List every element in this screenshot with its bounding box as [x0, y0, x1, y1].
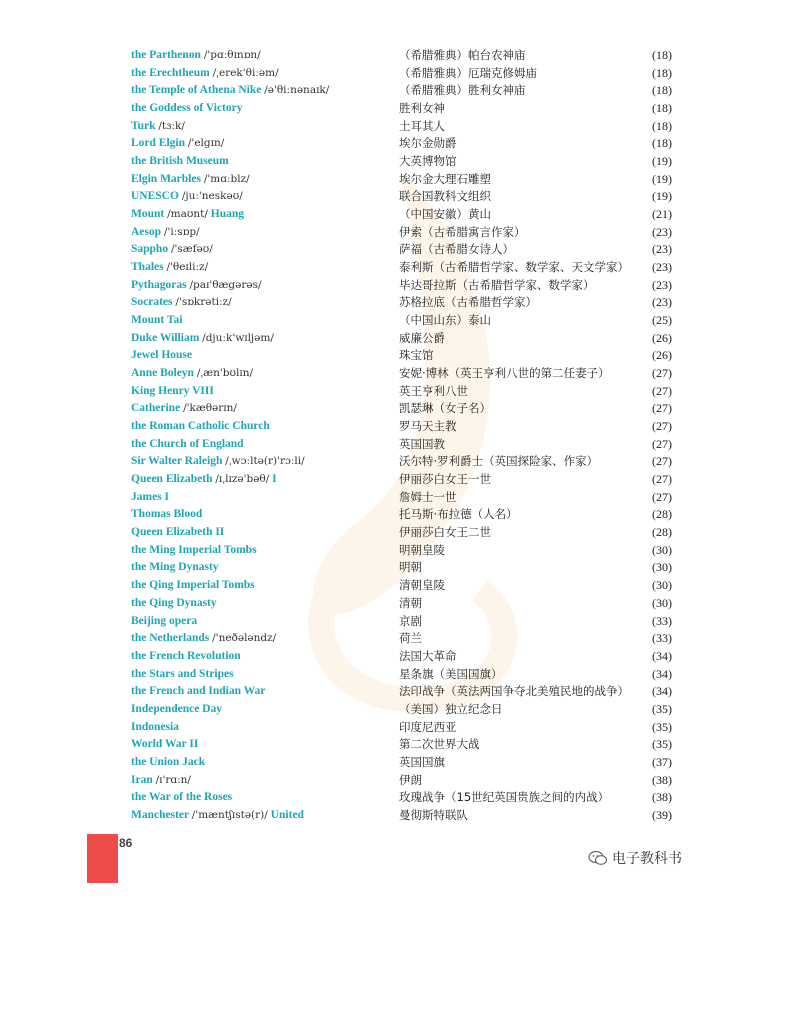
term-text: the Ming Imperial Tombs	[131, 543, 257, 556]
term-phonetic: /'θeɪliːz/	[166, 261, 209, 274]
glossary-term	[131, 683, 265, 701]
term-text: the Netherlands	[131, 632, 210, 645]
glossary-term	[131, 506, 202, 524]
term-page-ref: (27)	[652, 489, 672, 504]
term-text: Lord Elgin	[131, 137, 186, 150]
glossary-term	[131, 330, 274, 348]
term-text: Catherine	[131, 402, 181, 415]
term-page-ref: (23)	[652, 260, 672, 275]
term-translation: （美国）独立纪念日	[399, 701, 503, 716]
glossary-term	[131, 153, 229, 171]
glossary-term	[131, 577, 255, 595]
wechat-source	[588, 848, 682, 868]
term-page-ref: (19)	[652, 189, 672, 204]
glossary-row	[131, 153, 676, 171]
term-translation: （希腊雅典）帕台农神庙	[399, 48, 526, 62]
glossary-term	[131, 259, 208, 277]
glossary-row	[131, 577, 676, 595]
term-text: Turk	[131, 119, 156, 132]
term-phonetic: /'mɑːblz/	[203, 172, 250, 185]
term-page-ref: (30)	[652, 578, 672, 593]
term-translation: 英国国旗	[399, 754, 445, 769]
term-translation: 曼彻斯特联队	[399, 807, 468, 822]
glossary-term	[131, 224, 200, 242]
wechat-icon	[588, 850, 608, 866]
term-text: the Goddess of Victory	[131, 102, 243, 115]
page-accent-bar	[87, 834, 118, 883]
term-page-ref: (23)	[652, 242, 672, 257]
glossary-term	[131, 294, 232, 312]
term-text: the Parthenon	[131, 49, 201, 61]
glossary-row	[131, 436, 676, 454]
term-page-ref: (28)	[652, 507, 672, 522]
term-text: Thomas Blood	[131, 508, 203, 521]
term-page-ref: (26)	[652, 330, 672, 345]
term-translation: 胜利女神	[399, 101, 445, 116]
term-text: King Henry VIII	[131, 384, 214, 397]
term-translation: 清朝皇陵	[399, 578, 445, 593]
glossary-term	[131, 666, 234, 684]
term-translation: 埃尔金大理石雕塑	[399, 171, 491, 186]
term-page-ref: (33)	[652, 631, 672, 646]
term-text: the French Revolution	[131, 649, 241, 662]
glossary-row	[131, 471, 676, 489]
glossary-row	[131, 719, 676, 737]
glossary-term	[131, 489, 169, 507]
term-phonetic: /paɪ'θægərəs/	[189, 278, 262, 291]
term-text: the French and Indian War	[131, 685, 266, 698]
term-phonetic: /juː'neskəʊ/	[181, 190, 243, 203]
glossary-row	[131, 506, 676, 524]
term-text: Mount Tai	[131, 314, 183, 327]
term-text: Independence Day	[131, 702, 223, 715]
term-page-ref: (28)	[652, 525, 672, 540]
glossary-term	[131, 807, 304, 825]
term-page-ref: (27)	[652, 472, 672, 487]
glossary-row	[131, 701, 676, 719]
term-translation: 清朝	[399, 595, 422, 610]
glossary-row	[131, 400, 676, 418]
glossary-row	[131, 542, 676, 560]
glossary-row	[131, 736, 676, 754]
glossary-term	[131, 100, 242, 118]
term-page-ref: (33)	[652, 613, 672, 628]
term-page-ref: (34)	[652, 666, 672, 681]
glossary-term	[131, 613, 197, 631]
term-page-ref: (30)	[652, 560, 672, 575]
term-text: Manchester	[131, 808, 189, 821]
term-translation: （中国山东）泰山	[399, 313, 491, 328]
term-translation: 苏格拉底（古希腊哲学家）	[399, 295, 537, 310]
page-number: 86	[119, 836, 133, 850]
term-phonetic: /ɪ'rɑːn/	[155, 773, 191, 786]
term-translation: 威廉公爵	[399, 330, 445, 345]
term-phonetic: /ˌwɔːltə(r)'rɔːli/	[225, 455, 305, 468]
glossary-row	[131, 188, 676, 206]
glossary-row	[131, 383, 676, 401]
term-text: Thales	[131, 261, 164, 274]
term-translation: 大英博物馆	[399, 154, 457, 169]
glossary-row	[131, 453, 676, 471]
glossary-term	[131, 277, 262, 295]
term-page-ref: (23)	[652, 277, 672, 292]
term-page-ref: (19)	[652, 154, 672, 169]
term-text: World War II	[131, 738, 199, 751]
term-text: the Qing Dynasty	[131, 596, 217, 609]
glossary-term	[131, 241, 213, 259]
term-text: Iran	[131, 773, 153, 786]
term-page-ref: (37)	[652, 754, 672, 769]
term-text: the War of the Roses	[131, 791, 233, 804]
term-page-ref: (35)	[652, 719, 672, 734]
glossary-term	[131, 630, 276, 648]
term-translation: 沃尔特·罗利爵士（英国探险家、作家）	[399, 454, 599, 469]
term-phonetic: /maʊnt/	[167, 208, 208, 221]
term-translation: 安妮·博林（英王亨利八世的第二任妻子）	[399, 366, 610, 381]
term-text: the Union Jack	[131, 755, 206, 768]
term-text: the Stars and Stripes	[131, 667, 234, 680]
glossary-term	[131, 453, 305, 471]
term-page-ref: (19)	[652, 171, 672, 186]
term-text: the British Museum	[131, 155, 229, 168]
glossary-row	[131, 206, 676, 224]
term-translation: 明朝皇陵	[399, 542, 445, 557]
term-translation: 英国国教	[399, 436, 445, 451]
glossary-row	[131, 277, 676, 295]
glossary-term	[131, 648, 241, 666]
term-translation: 埃尔金勋爵	[399, 136, 457, 151]
term-translation: 土耳其人	[399, 118, 445, 133]
term-page-ref: (34)	[652, 648, 672, 663]
term-text: Indonesia	[131, 720, 179, 733]
term-text: the Roman Catholic Church	[131, 420, 270, 433]
glossary-row	[131, 666, 676, 684]
glossary-row	[131, 241, 676, 259]
term-phonetic: /'elgɪn/	[187, 137, 225, 150]
term-page-ref: (18)	[652, 118, 672, 133]
glossary-term	[131, 719, 179, 737]
term-translation: 明朝	[399, 560, 422, 575]
term-page-ref: (35)	[652, 701, 672, 716]
glossary-term	[131, 312, 182, 330]
term-translation: 印度尼西亚	[399, 719, 457, 734]
term-phonetic: /ə'θiːnənaɪk/	[264, 84, 330, 97]
glossary-row	[131, 135, 676, 153]
term-translation: 罗马天主教	[399, 419, 457, 434]
term-text: Anne Boleyn	[131, 367, 194, 380]
term-tail: United	[270, 808, 304, 821]
term-text: Jewel House	[131, 349, 193, 362]
glossary-term	[131, 736, 198, 754]
term-phonetic: /tɜːk/	[158, 119, 185, 132]
term-phonetic: /'neðələndz/	[212, 632, 277, 645]
term-text: UNESCO	[131, 190, 179, 203]
glossary-term	[131, 701, 222, 719]
term-text: Sir Walter Raleigh	[131, 455, 223, 468]
glossary-term	[131, 559, 219, 577]
term-page-ref: (23)	[652, 224, 672, 239]
glossary-term	[131, 542, 257, 560]
term-page-ref: (38)	[652, 772, 672, 787]
term-translation: （希腊雅典）胜利女神庙	[399, 83, 526, 98]
term-text: Queen Elizabeth II	[131, 526, 225, 539]
term-text: the Church of England	[131, 437, 244, 450]
term-page-ref: (18)	[652, 65, 672, 80]
term-page-ref: (27)	[652, 436, 672, 451]
glossary-row	[131, 772, 676, 790]
glossary-row	[131, 418, 676, 436]
term-text: the Temple of Athena Nike	[131, 84, 262, 97]
glossary-row	[131, 807, 676, 825]
term-text: the Qing Imperial Tombs	[131, 579, 255, 592]
glossary-list	[131, 47, 676, 825]
term-translation: 泰利斯（古希腊哲学家、数学家、天文学家）	[399, 260, 629, 275]
term-translation: 联合国教科文组织	[399, 189, 491, 204]
glossary-row	[131, 630, 676, 648]
glossary-term	[131, 47, 261, 65]
term-phonetic: /ɪˌlɪzə'bəθ/	[215, 473, 270, 486]
glossary-row	[131, 312, 676, 330]
term-text: Pythagoras	[131, 278, 187, 291]
term-phonetic: /'sɒkrətiːz/	[175, 296, 232, 309]
glossary-term	[131, 65, 279, 83]
glossary-term	[131, 524, 224, 542]
glossary-term	[131, 118, 185, 136]
term-page-ref: (25)	[652, 313, 672, 328]
term-translation: 萨福（古希腊女诗人）	[399, 242, 514, 257]
term-page-ref: (39)	[652, 807, 672, 822]
term-page-ref: (38)	[652, 790, 672, 805]
term-translation: （希腊雅典）厄瑞克修姆庙	[399, 65, 537, 80]
glossary-row	[131, 789, 676, 807]
glossary-term	[131, 347, 192, 365]
glossary-row	[131, 259, 676, 277]
glossary-row	[131, 65, 676, 83]
term-translation: 法印战争（英法两国争夺北美殖民地的战争）	[399, 684, 629, 699]
term-tail: Huang	[210, 208, 245, 221]
term-phonetic: /'pɑːθɪnɒn/	[203, 49, 261, 61]
term-translation: 珠宝馆	[399, 348, 434, 363]
glossary-row	[131, 524, 676, 542]
term-text: Beijing opera	[131, 614, 198, 627]
glossary-row	[131, 347, 676, 365]
glossary-term	[131, 418, 270, 436]
glossary-term	[131, 471, 277, 489]
term-translation: 荷兰	[399, 631, 422, 646]
term-phonetic: /'mæntʃɪstə(r)/	[191, 808, 268, 821]
term-translation: 伊索（古希腊寓言作家）	[399, 224, 526, 239]
term-text: Duke William	[131, 331, 200, 344]
glossary-term	[131, 789, 232, 807]
glossary-term	[131, 188, 243, 206]
term-phonetic: /djuːk'wɪljəm/	[202, 331, 274, 344]
glossary-term	[131, 383, 214, 401]
term-translation: 法国大革命	[399, 648, 457, 663]
term-page-ref: (30)	[652, 542, 672, 557]
term-translation: 英王亨利八世	[399, 383, 468, 398]
glossary-row	[131, 648, 676, 666]
term-translation: 凯瑟琳（女子名）	[399, 401, 491, 416]
term-text: Socrates	[131, 296, 173, 309]
glossary-term	[131, 82, 329, 100]
term-page-ref: (21)	[652, 207, 672, 222]
term-page-ref: (26)	[652, 348, 672, 363]
glossary-row	[131, 683, 676, 701]
glossary-row	[131, 613, 676, 631]
term-page-ref: (27)	[652, 454, 672, 469]
glossary-row	[131, 489, 676, 507]
glossary-row	[131, 330, 676, 348]
glossary-row	[131, 294, 676, 312]
term-page-ref: (34)	[652, 684, 672, 699]
term-translation: 詹姆士一世	[399, 489, 457, 504]
term-phonetic: /ˌæn'bʊlɪn/	[196, 367, 254, 380]
term-phonetic: /'sæfəʊ/	[170, 243, 213, 256]
term-page-ref: (27)	[652, 419, 672, 434]
term-text: Aesop	[131, 225, 162, 238]
glossary-row	[131, 118, 676, 136]
term-translation: 托马斯·布拉德（人名）	[399, 507, 518, 522]
term-phonetic: /'iːsɒp/	[163, 225, 200, 238]
glossary-term	[131, 595, 217, 613]
glossary-row	[131, 365, 676, 383]
term-translation: 星条旗（美国国旗）	[399, 666, 503, 681]
term-phonetic: /'kæθərɪn/	[183, 402, 237, 415]
term-page-ref: (18)	[652, 83, 672, 98]
term-translation: 伊丽莎白女王一世	[399, 472, 491, 487]
glossary-term	[131, 206, 244, 224]
glossary-term	[131, 772, 191, 790]
term-page-ref: (18)	[652, 48, 672, 62]
term-page-ref: (27)	[652, 383, 672, 398]
glossary-term	[131, 400, 237, 418]
term-page-ref: (30)	[652, 595, 672, 610]
glossary-row	[131, 82, 676, 100]
glossary-term	[131, 365, 253, 383]
term-text: James I	[131, 490, 170, 503]
term-page-ref: (18)	[652, 136, 672, 151]
term-tail: I	[272, 473, 277, 486]
wechat-source-label: 电子教科书	[612, 851, 682, 867]
glossary-row	[131, 754, 676, 772]
glossary-row	[131, 224, 676, 242]
term-translation: 伊朗	[399, 772, 422, 787]
term-translation: 京剧	[399, 613, 422, 628]
glossary-term	[131, 436, 244, 454]
term-translation: 第二次世界大战	[399, 737, 480, 752]
term-page-ref: (35)	[652, 737, 672, 752]
glossary-row	[131, 47, 676, 65]
glossary-row	[131, 559, 676, 577]
term-text: Sappho	[131, 243, 169, 256]
term-page-ref: (27)	[652, 366, 672, 381]
glossary-row	[131, 100, 676, 118]
glossary-term	[131, 171, 250, 189]
term-page-ref: (18)	[652, 101, 672, 116]
term-translation: （中国安徽）黄山	[399, 207, 491, 222]
term-text: Elgin Marbles	[131, 172, 201, 185]
term-translation: 毕达哥拉斯（古希腊哲学家、数学家）	[399, 277, 595, 292]
glossary-term	[131, 754, 205, 772]
term-text: the Erechtheum	[131, 66, 210, 79]
term-phonetic: /ˌerek'θiːəm/	[212, 66, 279, 79]
term-translation: 玫瑰战争（15世纪英国贵族之间的内战）	[399, 790, 610, 805]
term-page-ref: (27)	[652, 401, 672, 416]
term-page-ref: (23)	[652, 295, 672, 310]
glossary-row	[131, 171, 676, 189]
term-translation: 伊丽莎白女王二世	[399, 525, 491, 540]
glossary-row	[131, 595, 676, 613]
term-text: Queen Elizabeth	[131, 473, 213, 486]
term-text: the Ming Dynasty	[131, 561, 219, 574]
term-text: Mount	[131, 208, 165, 221]
glossary-term	[131, 135, 224, 153]
